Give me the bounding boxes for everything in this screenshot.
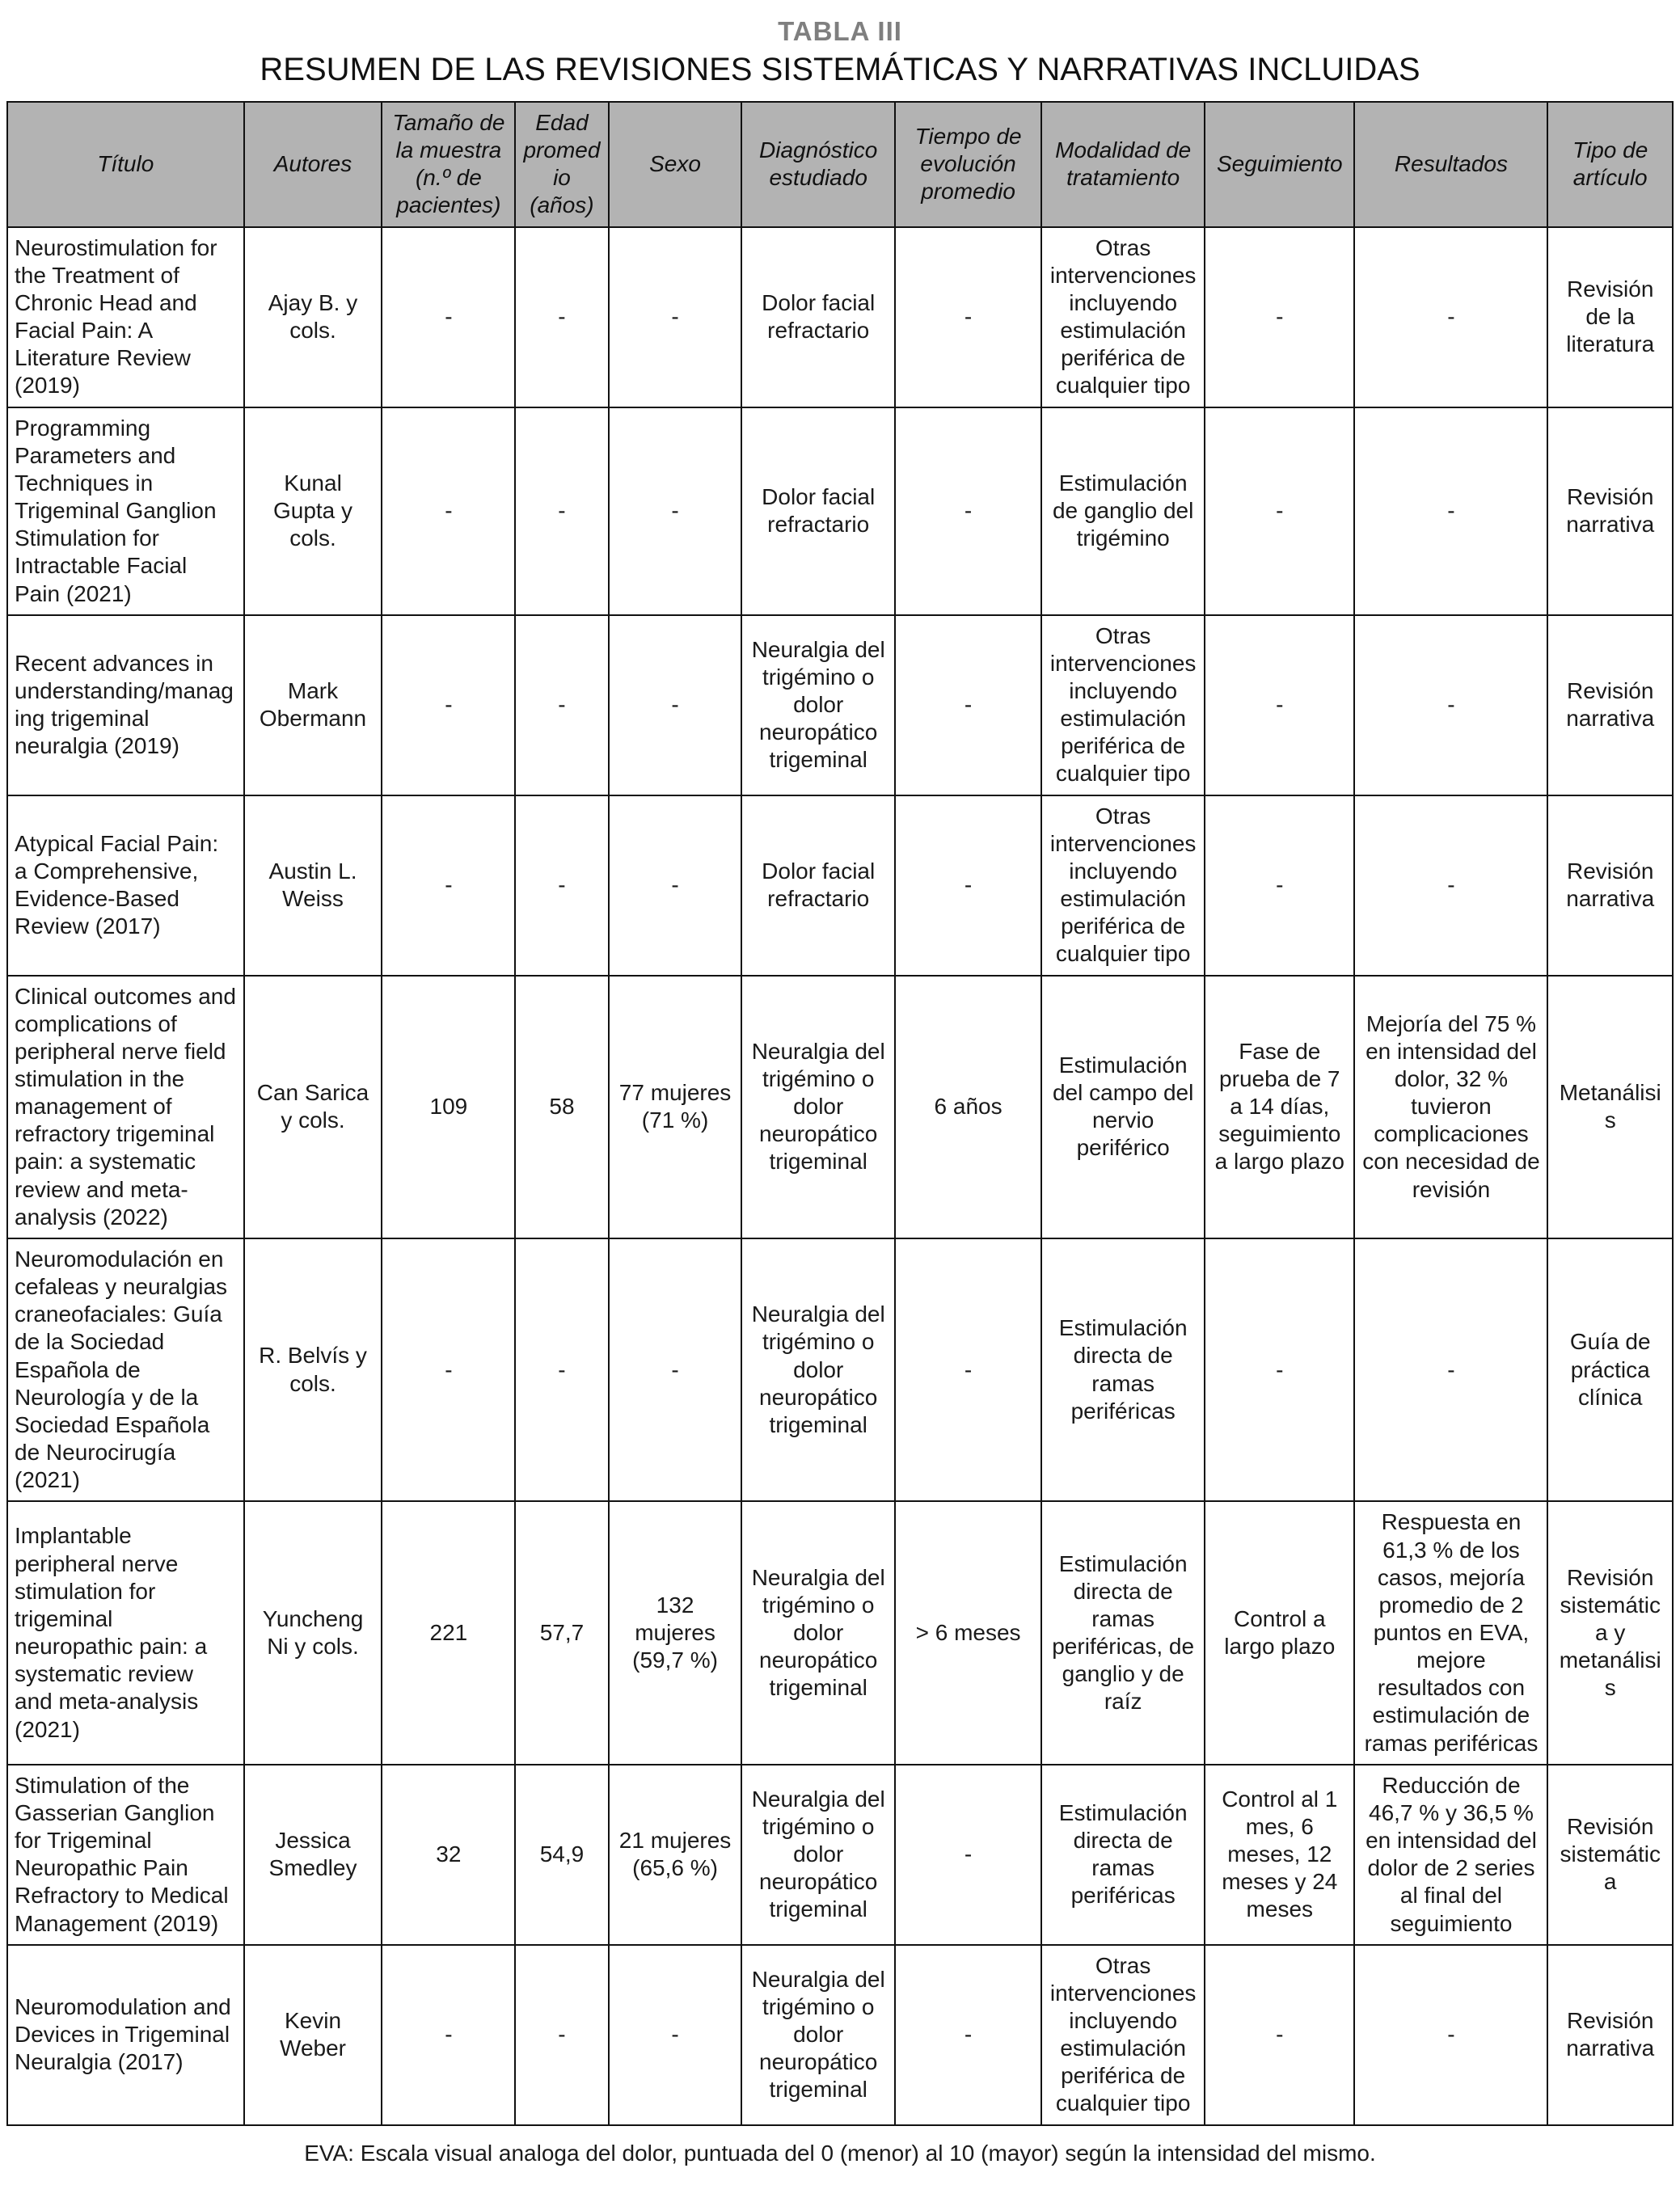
table-cell: Can Sarica y cols. xyxy=(244,976,382,1238)
table-cell: Implantable peripheral nerve stimulation for trigeminal neuropathic pain: a systematic review and meta-analysis (2021) xyxy=(7,1501,244,1764)
column-header: Tipo de artículo xyxy=(1547,102,1673,227)
table-cell: Control a largo plazo xyxy=(1205,1501,1354,1764)
table-row xyxy=(7,1238,1673,1501)
column-header: Tiempo de evolución promedio xyxy=(895,102,1041,227)
table-cell: - xyxy=(515,615,608,795)
table-cell: Revisión narrativa xyxy=(1547,795,1673,976)
table-cell: - xyxy=(1205,227,1354,407)
table-cell: - xyxy=(382,1945,515,2125)
table-header xyxy=(7,102,1673,227)
table-cell: - xyxy=(382,1238,515,1501)
column-header: Diagnóstico estudiado xyxy=(741,102,895,227)
column-header: Título xyxy=(7,102,244,227)
table-cell: Estimulación directa de ramas periféricas, de ganglio y de raíz xyxy=(1041,1501,1205,1764)
table-cell: - xyxy=(515,407,608,615)
table-cell: Neuromodulation and Devices in Trigeminal Neuralgia (2017) xyxy=(7,1945,244,2125)
table-cell: 221 xyxy=(382,1501,515,1764)
table-cell: Estimulación directa de ramas periféricas xyxy=(1041,1238,1205,1501)
table-cell: - xyxy=(515,1238,608,1501)
table-cell: Estimulación del campo del nervio periférico xyxy=(1041,976,1205,1238)
table-cell: Revisión sistemática y metanálisis xyxy=(1547,1501,1673,1764)
table-cell: Estimulación directa de ramas periféricas xyxy=(1041,1765,1205,1945)
table-row xyxy=(7,1501,1673,1764)
table-cell: - xyxy=(609,1238,742,1501)
table-cell: Austin L. Weiss xyxy=(244,795,382,976)
table-cell: Revisión narrativa xyxy=(1547,407,1673,615)
table-cell: Dolor facial refractario xyxy=(741,407,895,615)
table-subtitle: RESUMEN DE LAS REVISIONES SISTEMÁTICAS Y NARRATIVAS INCLUIDAS xyxy=(260,52,1420,87)
table-footnote: EVA: Escala visual analoga del dolor, puntuada del 0 (menor) al 10 (mayor) según la intensidad del mismo. xyxy=(304,2140,1376,2166)
column-header: Edad promedio (años) xyxy=(515,102,608,227)
table-header-row xyxy=(7,102,1673,227)
table-cell: Clinical outcomes and complications of peripheral nerve field stimulation in the management of refractory trigeminal pain: a systematic review and meta-analysis (2022) xyxy=(7,976,244,1238)
table-cell: Neuralgia del trigémino o dolor neuropático trigeminal xyxy=(741,1501,895,1764)
table-cell: Revisión sistemática xyxy=(1547,1765,1673,1945)
table-cell: 132 mujeres (59,7 %) xyxy=(609,1501,742,1764)
table-cell: - xyxy=(895,615,1041,795)
table-cell: Recent advances in understanding/managing trigeminal neuralgia (2019) xyxy=(7,615,244,795)
table-cell: - xyxy=(895,1945,1041,2125)
table-cell: - xyxy=(895,795,1041,976)
table-cell: - xyxy=(609,227,742,407)
table-cell: - xyxy=(895,1238,1041,1501)
table-cell: > 6 meses xyxy=(895,1501,1041,1764)
table-cell: Otras intervenciones incluyendo estimulación periférica de cualquier tipo xyxy=(1041,795,1205,976)
table-row xyxy=(7,1945,1673,2125)
table-cell: Revisión de la literatura xyxy=(1547,227,1673,407)
systematic-reviews-table xyxy=(6,101,1674,2126)
table-cell: Guía de práctica clínica xyxy=(1547,1238,1673,1501)
table-row xyxy=(7,407,1673,615)
table-cell: - xyxy=(895,407,1041,615)
table-cell: Estimulación de ganglio del trigémino xyxy=(1041,407,1205,615)
table-cell: Revisión narrativa xyxy=(1547,615,1673,795)
table-cell: 32 xyxy=(382,1765,515,1945)
table-cell: - xyxy=(1205,1945,1354,2125)
table-cell: Neuralgia del trigémino o dolor neuropático trigeminal xyxy=(741,615,895,795)
table-cell: 54,9 xyxy=(515,1765,608,1945)
table-cell: - xyxy=(609,1945,742,2125)
table-cell: - xyxy=(515,795,608,976)
column-header: Autores xyxy=(244,102,382,227)
table-cell: Yuncheng Ni y cols. xyxy=(244,1501,382,1764)
table-cell: 77 mujeres (71 %) xyxy=(609,976,742,1238)
table-cell: - xyxy=(1354,615,1547,795)
table-cell: - xyxy=(382,227,515,407)
table-row xyxy=(7,976,1673,1238)
table-cell: Dolor facial refractario xyxy=(741,227,895,407)
table-cell: Mejoría del 75 % en intensidad del dolor, 32 % tuvieron complicaciones con necesidad de revisión xyxy=(1354,976,1547,1238)
table-cell: - xyxy=(609,795,742,976)
table-body xyxy=(7,227,1673,2125)
table-cell: 58 xyxy=(515,976,608,1238)
table-cell: Dolor facial refractario xyxy=(741,795,895,976)
table-cell: Mark Obermann xyxy=(244,615,382,795)
column-header: Seguimiento xyxy=(1205,102,1354,227)
title-block xyxy=(6,16,1674,88)
table-cell: Neuralgia del trigémino o dolor neuropático trigeminal xyxy=(741,976,895,1238)
table-row xyxy=(7,615,1673,795)
column-header: Modalidad de tratamiento xyxy=(1041,102,1205,227)
column-header: Tamaño de la muestra (n.º de pacientes) xyxy=(382,102,515,227)
table-cell: - xyxy=(1205,795,1354,976)
table-cell: 109 xyxy=(382,976,515,1238)
table-cell: Ajay B. y cols. xyxy=(244,227,382,407)
table-cell: - xyxy=(1205,615,1354,795)
table-cell: - xyxy=(895,227,1041,407)
table-cell: Otras intervenciones incluyendo estimulación periférica de cualquier tipo xyxy=(1041,1945,1205,2125)
table-cell: 6 años xyxy=(895,976,1041,1238)
table-row xyxy=(7,227,1673,407)
table-cell: - xyxy=(1354,227,1547,407)
table-cell: Programming Parameters and Techniques in Trigeminal Ganglion Stimulation for Intractable Facial Pain (2021) xyxy=(7,407,244,615)
table-number-title: TABLA III xyxy=(778,16,902,46)
table-cell: Control al 1 mes, 6 meses, 12 meses y 24 meses xyxy=(1205,1765,1354,1945)
table-cell: Neuralgia del trigémino o dolor neuropático trigeminal xyxy=(741,1238,895,1501)
table-row xyxy=(7,1765,1673,1945)
table-cell: Otras intervenciones incluyendo estimulación periférica de cualquier tipo xyxy=(1041,615,1205,795)
table-cell: - xyxy=(382,615,515,795)
table-cell: - xyxy=(1354,1238,1547,1501)
table-cell: Neuralgia del trigémino o dolor neuropático trigeminal xyxy=(741,1765,895,1945)
table-cell: Atypical Facial Pain: a Comprehensive, Evidence-Based Review (2017) xyxy=(7,795,244,976)
table-cell: - xyxy=(1205,407,1354,615)
table-cell: - xyxy=(382,407,515,615)
table-cell: - xyxy=(1354,1945,1547,2125)
table-cell: - xyxy=(515,1945,608,2125)
table-cell: Revisión narrativa xyxy=(1547,1945,1673,2125)
table-cell: Kevin Weber xyxy=(244,1945,382,2125)
table-cell: Fase de prueba de 7 a 14 días, seguimiento a largo plazo xyxy=(1205,976,1354,1238)
table-cell: - xyxy=(609,615,742,795)
table-cell: Stimulation of the Gasserian Ganglion for Trigeminal Neuropathic Pain Refractory to Medical Management (2019) xyxy=(7,1765,244,1945)
table-cell: Neuromodulación en cefaleas y neuralgias craneofaciales: Guía de la Sociedad Española de Neurología y de la Sociedad Española de Neurocirugía (2021) xyxy=(7,1238,244,1501)
table-cell: - xyxy=(609,407,742,615)
table-cell: 21 mujeres (65,6 %) xyxy=(609,1765,742,1945)
column-header: Resultados xyxy=(1354,102,1547,227)
table-cell: Reducción de 46,7 % y 36,5 % en intensidad del dolor de 2 series al final del seguimiento xyxy=(1354,1765,1547,1945)
column-header: Sexo xyxy=(609,102,742,227)
table-cell: Kunal Gupta y cols. xyxy=(244,407,382,615)
table-cell: - xyxy=(1354,407,1547,615)
document-page xyxy=(6,16,1674,2166)
table-cell: - xyxy=(1205,1238,1354,1501)
table-cell: Jessica Smedley xyxy=(244,1765,382,1945)
table-cell: Respuesta en 61,3 % de los casos, mejoría promedio de 2 puntos en EVA, mejore resultados con estimulación de ramas periféricas xyxy=(1354,1501,1547,1764)
table-cell: Metanálisis xyxy=(1547,976,1673,1238)
table-cell: Neurostimulation for the Treatment of Chronic Head and Facial Pain: A Literature Review (2019) xyxy=(7,227,244,407)
table-cell: - xyxy=(382,795,515,976)
table-row xyxy=(7,795,1673,976)
table-cell: R. Belvís y cols. xyxy=(244,1238,382,1501)
table-cell: 57,7 xyxy=(515,1501,608,1764)
table-cell: Neuralgia del trigémino o dolor neuropático trigeminal xyxy=(741,1945,895,2125)
table-cell: Otras intervenciones incluyendo estimulación periférica de cualquier tipo xyxy=(1041,227,1205,407)
table-cell: - xyxy=(515,227,608,407)
table-cell: - xyxy=(1354,795,1547,976)
table-cell: - xyxy=(895,1765,1041,1945)
